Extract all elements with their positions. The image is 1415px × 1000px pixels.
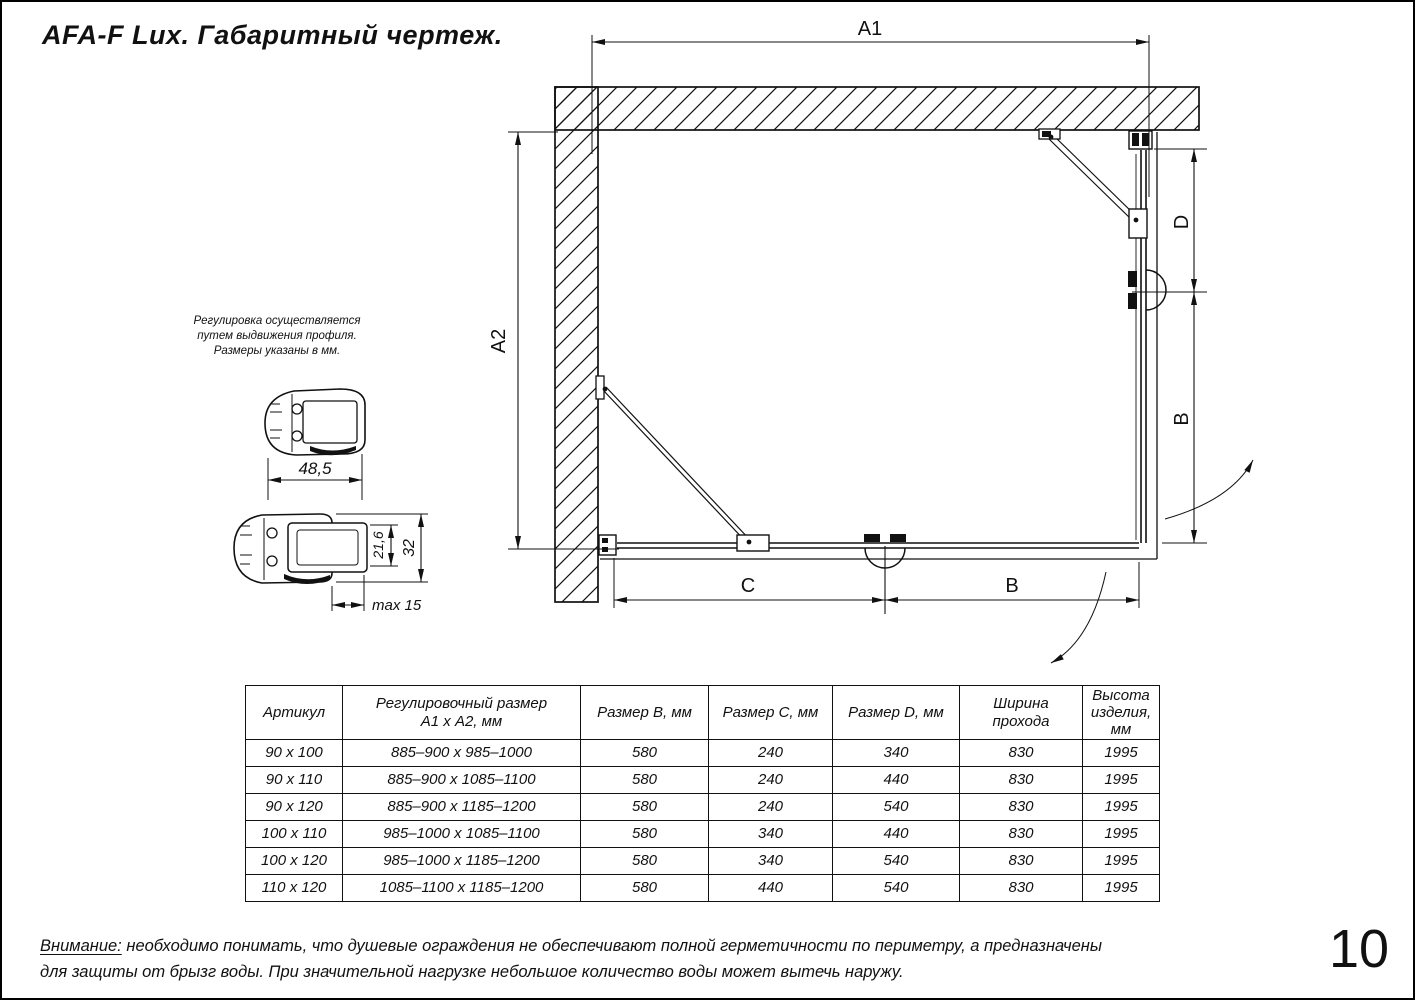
dim-label-32: 32 xyxy=(401,539,418,557)
dim-label-c: C xyxy=(740,575,756,597)
size-table xyxy=(245,685,1160,902)
page-number: 10 xyxy=(1328,919,1390,979)
table-row: 90 х 100 885–900 х 985–1000 580 240 340 830 1995 xyxy=(246,740,1160,767)
col-header-adjust-size: Регулировочный размер А1 х А2, мм xyxy=(343,686,581,740)
table-header-row xyxy=(246,686,1160,740)
col-header-product-height: Высота изделия, мм xyxy=(1083,686,1160,740)
dim-label-a2: A2 xyxy=(488,328,510,354)
page-title: AFA-F Lux. Габаритный чертеж. xyxy=(42,20,503,50)
table-row: 90 х 110 885–900 х 1085–1100 580 240 440 830 1995 xyxy=(246,767,1160,794)
table-row: 90 х 120 885–900 х 1185–1200 580 240 540 830 1995 xyxy=(246,794,1160,821)
col-header-size-b: Размер В, мм xyxy=(581,686,709,740)
warning-line-1: необходимо понимать, что душевые ограждения не обеспечивают полной герметичности по периметру, а предназначены xyxy=(121,937,1103,955)
dim-label-b-right: B xyxy=(1171,412,1193,426)
wall-hatched-left xyxy=(555,87,598,602)
table-row: 100 х 110 985–1000 х 1085–1100 580 340 440 830 1995 xyxy=(246,821,1160,848)
front-pivot-hinge xyxy=(864,534,906,614)
dimension-a2 xyxy=(488,132,619,549)
dimension-d-b-right xyxy=(1154,149,1207,543)
profile-section-upper xyxy=(265,389,365,500)
warning-label: Внимание: xyxy=(40,937,122,955)
table-row: 110 х 120 1085–1100 х 1185–1200 580 440 540 830 1995 xyxy=(246,875,1160,902)
door-swing-arc-bottom xyxy=(1051,572,1106,663)
col-header-size-d: Размер D, мм xyxy=(833,686,960,740)
note-line-3: Размеры указаны в мм. xyxy=(213,344,341,357)
wall-hatched-top xyxy=(555,87,1199,130)
col-header-article: Артикул xyxy=(246,686,343,740)
door-swing-arc-right xyxy=(1165,460,1253,519)
note-line-1: Регулировка осуществляется xyxy=(193,315,361,327)
dim-label-21-6: 21,6 xyxy=(370,531,386,559)
warning-text xyxy=(40,934,1190,985)
dim-label-48-5: 48,5 xyxy=(298,459,332,478)
tray-outline xyxy=(600,132,1157,559)
dim-label-d: D xyxy=(1171,214,1193,230)
col-header-passage-width: Ширина прохода xyxy=(960,686,1083,740)
dim-label-a1: A1 xyxy=(857,18,883,40)
dim-label-max-15: max 15 xyxy=(372,597,422,614)
warning-line-2: для защиты от брызг воды. При значительной нагрузке небольшое количество воды может вытечь наружу. xyxy=(40,962,904,981)
dim-label-b-bottom: B xyxy=(1005,575,1019,597)
side-pivot-hinge xyxy=(1128,270,1207,310)
support-bar-left xyxy=(596,376,769,551)
table-row: 100 х 120 985–1000 х 1185–1200 580 340 540 830 1995 xyxy=(246,848,1160,875)
col-header-size-c: Размер С, мм xyxy=(709,686,833,740)
profile-section-lower xyxy=(234,514,428,614)
note-line-2: путем выдвижения профиля. xyxy=(197,329,357,342)
